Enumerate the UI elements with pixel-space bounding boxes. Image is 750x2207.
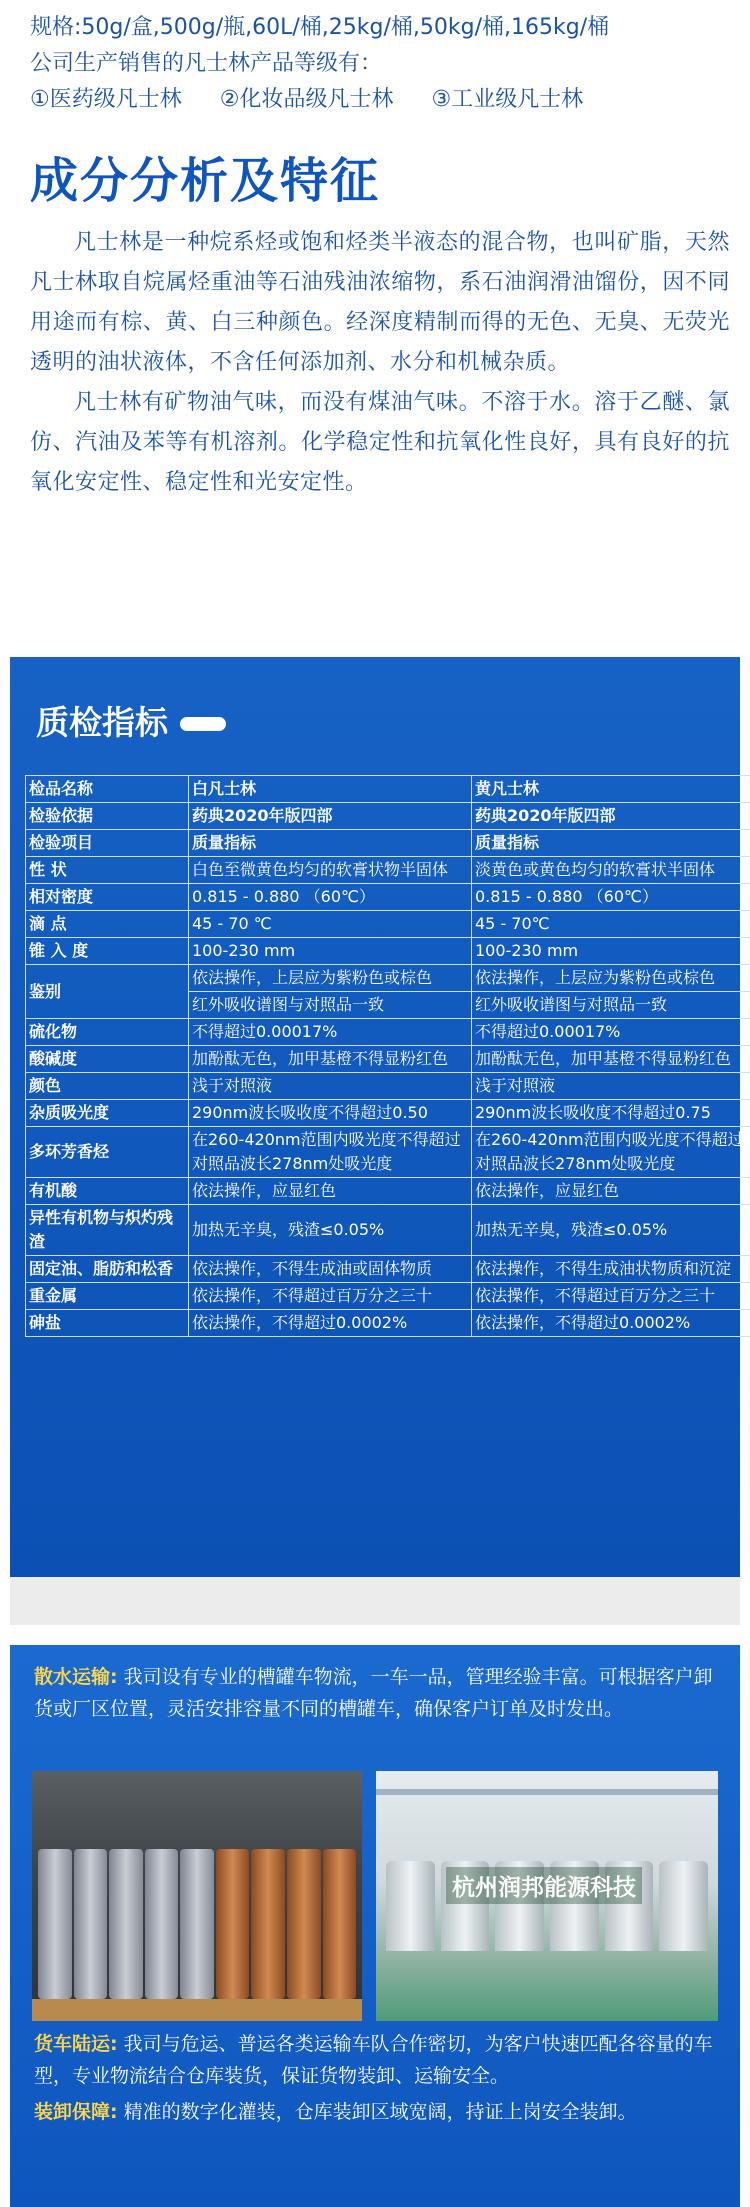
table-cell-yellow: 黄凡士林: [472, 776, 750, 803]
brand-watermark: 杭州润邦能源科技: [446, 1867, 642, 1904]
table-cell-label: 滴 点: [26, 911, 189, 938]
table-row: [26, 1100, 750, 1127]
table-cell-yellow: 药典2020年版四部: [472, 803, 750, 830]
logistics-panel: [10, 1645, 740, 2207]
table-cell-white: 45 - 70 ℃: [189, 911, 472, 938]
table-cell-yellow: 加热无辛臭，残渣≤0.05%: [472, 1205, 750, 1256]
table-cell-label: 固定油、脂肪和松香: [26, 1256, 189, 1283]
grades-list: [30, 82, 730, 118]
table-row: [26, 911, 750, 938]
truck-desc: 我司与危运、普运各类运输车队合作密切，为客户快速匹配各容量的车型，专业物流结合仓库装货，保证货物装卸、运输安全。: [34, 2033, 713, 2087]
table-cell-white: 白凡士林: [189, 776, 472, 803]
analysis-title: 成分分析及特征: [30, 153, 381, 209]
table-cell-white: 不得超过0.00017%: [189, 1019, 472, 1046]
grades-intro: 公司生产销售的凡士林产品等级有：: [30, 51, 383, 76]
table-cell-yellow: 加酚酞无色，加甲基橙不得显粉红色: [472, 1046, 750, 1073]
table-cell-yellow: 100-230 mm: [472, 938, 750, 965]
truck-label: 货车陆运:: [34, 2033, 118, 2055]
table-row: [26, 938, 750, 965]
analysis-paragraph: 凡士林是一种烷系烃或饱和烃类半液态的混合物，也叫矿脂，天然凡士林取自烷属烃重油等石油残油浓缩物，系石油润滑油馏份，因不同用途而有棕、黄、白三种颜色。经深度精制而得的无色、无臭、无荧光透明的油状液体，不含任何添加剂、水分和机械杂质。: [30, 230, 730, 375]
table-cell-yellow: 依法操作，不得超过百万分之三十: [472, 1283, 750, 1310]
table-row: [26, 1310, 750, 1337]
table-cell-yellow: 质量指标: [472, 830, 750, 857]
table-cell-yellow: 依法操作，不得超过0.0002%: [472, 1310, 750, 1337]
grade-item: ①医药级凡士林: [30, 87, 182, 112]
table-cell-yellow: 45 - 70℃: [472, 911, 750, 938]
spec-table: [25, 775, 750, 1337]
table-cell-white: 依法操作，上层应为紫粉色或棕色: [189, 965, 472, 992]
spec-text: 规格:50g/盒,500g/瓶,60L/桶,25kg/桶,50kg/桶,165kg/桶: [30, 15, 610, 40]
table-cell-label: 鉴别: [26, 965, 189, 1019]
table-cell-white: 290nm波长吸收度不得超过0.50: [189, 1100, 472, 1127]
table-row: [26, 1283, 750, 1310]
drums-graphic: [32, 1849, 362, 1999]
table-row: [26, 776, 750, 803]
table-cell-label: 性 状: [26, 857, 189, 884]
bulk-label: 散水运输:: [34, 1666, 118, 1688]
logistics-loading-text: [34, 2096, 729, 2128]
table-cell-label: 颜色: [26, 1073, 189, 1100]
table-cell-label: 重金属: [26, 1283, 189, 1310]
table-cell-white: 质量指标: [189, 830, 472, 857]
table-cell-yellow: 依法操作，应显红色: [472, 1178, 750, 1205]
table-cell-label: 检验依据: [26, 803, 189, 830]
loading-label: 装卸保障:: [34, 2101, 118, 2123]
table-row: [26, 1019, 750, 1046]
logistics-bulk-text: [34, 1661, 724, 1725]
table-cell-label: 杂质吸光度: [26, 1100, 189, 1127]
intro-section: [0, 0, 750, 503]
table-cell-white: 依法操作，不得超过0.0002%: [189, 1310, 472, 1337]
table-row: [26, 803, 750, 830]
qc-title-text: 质检指标: [36, 703, 168, 742]
logistics-truck-text: [34, 2028, 729, 2092]
table-cell-yellow: 依法操作，上层应为紫粉色或棕色: [472, 965, 750, 992]
table-cell-white: 0.815 - 0.880 （60℃）: [189, 884, 472, 911]
divider-band: [10, 1577, 740, 1625]
table-cell-label: 检品名称: [26, 776, 189, 803]
grade-item: ③工业级凡士林: [431, 87, 584, 112]
table-cell-white: 100-230 mm: [189, 938, 472, 965]
table-row: [26, 965, 750, 992]
warehouse-photo: [32, 1771, 362, 2021]
table-row: [26, 830, 750, 857]
table-row: [26, 857, 750, 884]
table-cell-label: 相对密度: [26, 884, 189, 911]
table-cell-yellow: 在260-420nm范围内吸光度不得超过对照品波长278nm处吸光度: [472, 1127, 750, 1178]
factory-photo: [376, 1771, 718, 2021]
table-cell-label: 异性有机物与炽灼残渣: [26, 1205, 189, 1256]
loading-desc: 精准的数字化灌装，仓库装卸区域宽阔，持证上岗安全装卸。: [117, 2101, 637, 2123]
qc-title: [36, 697, 226, 744]
table-cell-white: 加热无辛臭，残渣≤0.05%: [189, 1205, 472, 1256]
table-row: [26, 1046, 750, 1073]
table-cell-label: 检验项目: [26, 830, 189, 857]
title-dash-icon: [180, 717, 226, 731]
table-cell-label: 酸碱度: [26, 1046, 189, 1073]
table-cell-white: 在260-420nm范围内吸光度不得超过对照品波长278nm处吸光度: [189, 1127, 472, 1178]
table-cell-label: 有机酸: [26, 1178, 189, 1205]
qc-panel: [10, 657, 744, 1577]
analysis-paragraph: 凡士林有矿物油气味，而没有煤油气味。不溶于水。溶于乙醚、氯仿、汽油及苯等有机溶剂。化学稳定性和抗氧化性良好，具有良好的抗氧化安定性、稳定性和光安定性。: [30, 390, 730, 495]
table-cell-white: 药典2020年版四部: [189, 803, 472, 830]
table-row: [26, 1073, 750, 1100]
table-cell-label: 多环芳香烃: [26, 1127, 189, 1178]
table-cell-white: 红外吸收谱图与对照品一致: [189, 992, 472, 1019]
table-cell-label: 硫化物: [26, 1019, 189, 1046]
table-cell-yellow: 浅于对照液: [472, 1073, 750, 1100]
table-cell-white: 依法操作，不得生成油或固体物质: [189, 1256, 472, 1283]
table-row: [26, 1178, 750, 1205]
table-row: [26, 1127, 750, 1178]
table-cell-yellow: 0.815 - 0.880 （60℃）: [472, 884, 750, 911]
table-cell-label: 砷盐: [26, 1310, 189, 1337]
table-row: [26, 884, 750, 911]
table-cell-yellow: 不得超过0.00017%: [472, 1019, 750, 1046]
table-cell-yellow: 红外吸收谱图与对照品一致: [472, 992, 750, 1019]
table-cell-white: 加酚酞无色，加甲基橙不得显粉红色: [189, 1046, 472, 1073]
table-row: [26, 1256, 750, 1283]
table-cell-white: 依法操作，应显红色: [189, 1178, 472, 1205]
bulk-desc: 我司设有专业的槽罐车物流，一车一品，管理经验丰富。可根据客户卸货或厂区位置，灵活安排容量不同的槽罐车，确保客户订单及时发出。: [34, 1666, 713, 1720]
table-cell-white: 依法操作，不得超过百万分之三十: [189, 1283, 472, 1310]
table-cell-label: 锥 入 度: [26, 938, 189, 965]
table-cell-white: 白色至微黄色均匀的软膏状物半固体: [189, 857, 472, 884]
table-cell-yellow: 淡黄色或黄色均匀的软膏状半固体: [472, 857, 750, 884]
table-cell-yellow: 290nm波长吸收度不得超过0.75: [472, 1100, 750, 1127]
grade-item: ②化妆品级凡士林: [219, 87, 394, 112]
table-cell-yellow: 依法操作，不得生成油状物质和沉淀: [472, 1256, 750, 1283]
table-row: [26, 1205, 750, 1256]
table-cell-white: 浅于对照液: [189, 1073, 472, 1100]
